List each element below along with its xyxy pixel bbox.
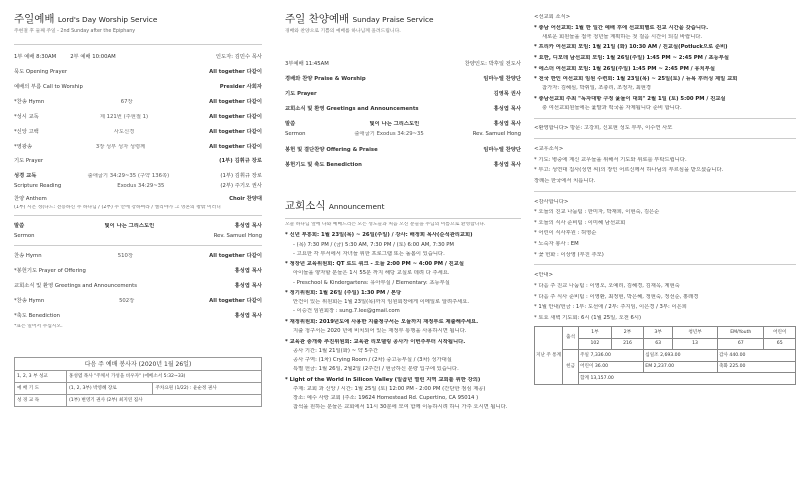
list-item-detail: 아이들을 양자할 분들은 1시 55분 까지 해당 교실로 데려 다 주세요. xyxy=(293,270,450,277)
order-row xyxy=(285,102,521,117)
order-item: 봉헌기도 및 축도 Benediction xyxy=(285,161,362,168)
col-kids: 어린이 xyxy=(764,327,796,339)
thanks-list xyxy=(534,209,796,258)
order-list xyxy=(14,65,262,169)
list-item: * 꽃 헌화 : 이상영 (부친 추모) xyxy=(534,251,604,258)
list-item-detail: 참가자: 김혜심, 박휘일, 조충리, 조정자, 최현경 xyxy=(542,85,652,92)
order-detail: 3장 성부 성자 성령께 xyxy=(95,143,146,150)
standing-note: *표는 일어서 주십시오. xyxy=(14,324,63,330)
money-label: 헌금 xyxy=(563,350,579,385)
list-item: * 정기위원회: 1월 26일 (주일) 1:30 PM / 본당 xyxy=(285,290,402,297)
col-2: 2부 xyxy=(611,327,644,339)
order-item: *축도 Benediction xyxy=(14,312,60,319)
reading-row-en: Scripture Reading Exodus 34:29~35 (2부) 주기오 권사 xyxy=(14,183,262,190)
list-item-detail: 공사 구역: (1차) Crying Room / (2차) 중고등부실 / (3차) 성가대실 xyxy=(293,356,452,363)
order-item: 예배의 부름 Call to Worship xyxy=(14,84,83,91)
list-item: * 다음 주 친교 나눔팀 : 이영오, 오예리, 김혜경, 김재옥, 계현숙 xyxy=(534,282,680,289)
list-item: * 충남 어선교회: 1월 한 일간 예배 후에 선교회별로 친교 시간을 갖습니다. xyxy=(534,24,709,31)
stats-label: 지난 주 통계 xyxy=(535,327,563,385)
thanks-title: <감사합니다> xyxy=(534,198,569,205)
anthem-row: 찬양 Anthem Choir 찬양대 xyxy=(14,196,262,203)
col-em: EM/Youth xyxy=(718,327,764,339)
list-item-detail: 충 여선교회원들에는 윷말과 떡국을 자제됩니다 준비 합니다. xyxy=(542,104,682,111)
order-item: *봉헌기도 Prayer of Offering xyxy=(14,267,86,274)
order-row xyxy=(14,264,262,279)
order-item: 찬송 Hymn xyxy=(14,253,42,260)
order-leader: All together 다같이 xyxy=(209,253,262,260)
order-leader: All together 다같이 xyxy=(209,69,262,76)
list-item: * 어린이 식사후원 : 허영순 xyxy=(534,230,597,237)
table-row xyxy=(15,371,262,383)
table-cell: (1부) 변영기 권사 (2부) 최지연 집사 xyxy=(67,395,262,407)
table-cell: 1, 2, 3 부 성교 xyxy=(15,371,67,383)
order-item: 묵도 Opening Prayer xyxy=(14,69,68,76)
order-item: 기도 Prayer xyxy=(285,91,317,98)
attend-3: 63 xyxy=(644,338,673,350)
next-week-table xyxy=(14,357,262,407)
attend-1: 102 xyxy=(579,338,612,350)
order-row xyxy=(285,157,521,172)
news-column xyxy=(534,0,796,385)
order-leader: 김영목 권사 xyxy=(493,91,521,98)
guide-list xyxy=(534,283,796,321)
praise-time: 3부예배 11:45AM 찬양인도: 박후일 전도사 xyxy=(285,61,521,68)
order-leader: 홍성엽 목사 xyxy=(493,161,521,168)
table-cell: 주차요원 (1/22) : 윤순정 권사 xyxy=(153,383,262,395)
offering-table xyxy=(534,326,796,385)
list-item-detail: - Preschool & Kindergartens: 유아부실 / Elementary: 초등부실 xyxy=(293,279,450,286)
table-row xyxy=(15,383,262,395)
list-item: * 다음 주 식사 준비팀 : 이영환, 최정현, 박은혜, 정현숙, 정선순, 홍래경 xyxy=(534,293,699,300)
announcements-title: 교회소식 Announcement xyxy=(285,200,385,213)
list-item: * 충남선교회 주최 "독자대항 구정 윷놀이 대회" 2월 1일 (토) 5:00 PM / 친교실 xyxy=(534,95,726,102)
divider xyxy=(14,44,262,45)
attendance-label: 출석 xyxy=(563,327,579,350)
list-item: * 오늘의 친교 나눔팀 : 한미자, 박재희, 이현숙, 김은순 xyxy=(534,209,660,216)
order-item: 기도 Prayer xyxy=(14,158,44,165)
money-cell: 어린이 36.00 xyxy=(579,361,644,373)
sermon-row: 말씀 빛이 나는 그리스도인 홍성엽 목사 xyxy=(14,223,262,230)
mission-list xyxy=(534,25,796,112)
order-row xyxy=(14,139,262,154)
sunday-service-title: 주일예배 Lord's Day Worship Service xyxy=(14,13,158,25)
order-leader: All together 다같이 xyxy=(209,143,262,150)
list-item-detail: 주제: 교회 과 신앙 / 시간: 1월 25일 (토) 12:00 PM - 2:00 PM (간단한 점심 제공) xyxy=(293,385,486,392)
list-item-detail: 공사 기간: 1월 21일(화) ~ 약 5주간 xyxy=(293,347,379,354)
divider xyxy=(534,118,796,119)
attend-em: 67 xyxy=(718,338,764,350)
order-detail: 67장 xyxy=(120,98,133,105)
next-week-title: 다음 주 예배 봉사자 (2020년 1월 26일) xyxy=(15,358,262,371)
order-row xyxy=(14,294,262,309)
divider xyxy=(534,191,796,192)
praise-order-list xyxy=(285,72,521,117)
intercession-list xyxy=(534,157,796,185)
money-cell: 감사 440.00 xyxy=(718,350,796,362)
list-item: * 부고: 성연대 집사(성연 씨)의 장인 어르신께서 하나님의 부르심을 받으셨습니다. xyxy=(534,167,724,174)
order-leader: 홍성엽 목사 xyxy=(234,312,262,319)
order-item: *영광송 xyxy=(14,143,32,150)
praise-order-list-2 xyxy=(285,143,521,173)
order-row xyxy=(14,154,262,169)
mission-title: <선교회 소식> xyxy=(534,14,571,20)
sermon-row-en: Sermon Rev. Samuel Hong xyxy=(14,233,262,240)
order-item: *신앙 고백 xyxy=(14,128,39,135)
list-item-detail: 참석을 원하는 분들은 교회에서 11시 30분에 모여 함께 이동하시려 하니 가주 오시면 됩니다. xyxy=(293,403,508,410)
reading-row: 성경 교독 출애굽기 34:29~35 (구약 136쪽) (1부) 김휘규 장로 xyxy=(14,173,262,180)
order-row xyxy=(14,110,262,125)
list-item-detail: 지출 청구서는 2020 년에 비치되어 있는 재정부 통행을 사용하시면 됩니다. xyxy=(293,328,467,335)
order-row xyxy=(14,249,262,264)
attend-youth: 13 xyxy=(672,338,717,350)
announcement-list xyxy=(285,232,521,410)
order-row xyxy=(14,279,262,294)
order-row xyxy=(285,143,521,158)
sunday-service-column xyxy=(14,0,262,407)
table-row xyxy=(15,395,262,407)
order-leader: All together 다같이 xyxy=(209,113,262,120)
divider xyxy=(534,138,796,139)
list-item: * 1월 안내/헌금 : 1부: 도선애 / 2부: 주지임, 이은경 / 3부: 이은희 xyxy=(534,304,687,311)
divider xyxy=(285,218,521,219)
order-leader: All together 다같이 xyxy=(209,297,262,304)
order-detail: 510장 xyxy=(117,253,133,260)
order-item: *성시 교독 xyxy=(14,113,39,120)
divider xyxy=(14,215,262,216)
order-list-2 xyxy=(14,249,262,323)
list-item-detail: - 고요한 각 부서에서 자녀들 위한 프로그램 또는 돌봄이 있습니다. xyxy=(293,250,445,257)
list-item: * 교육관 증개축 추진위원회: 교육관 리모델링 공사가 이번주부터 시작됩니다. xyxy=(285,338,466,345)
table-cell: 예 배 기 도 xyxy=(15,383,67,395)
guide-title: <안내> xyxy=(534,272,554,279)
divider xyxy=(14,245,262,246)
order-leader: 홍성엽 목사 xyxy=(234,282,262,289)
list-item: * 오늘의 식사 준비팀 : 이미혜 남선교회 xyxy=(534,219,626,226)
order-item: 교회소식 및 환영 Greetings and Announcements xyxy=(14,282,137,289)
money-total: 합계 13,157.00 xyxy=(579,373,796,385)
list-item: 장례는 한국에서 치릅니다. xyxy=(534,178,596,185)
welcome-line: <환영합니다> 방문: 고강희, 신효현 성도 부부, 이수연 사모 xyxy=(534,124,673,131)
list-item: * 재정위원회: 2019년도에 사용한 지출청구서는 오늘까지 재정부로 제출해주세요. xyxy=(285,318,479,325)
order-item: *찬송 Hymn xyxy=(14,98,45,105)
announcements-intro: 오늘 하나님 앞에 나와 예배드리는 모든 성도들과 처음 오신 분들을 주님의 이름으로 환영합니다. xyxy=(285,222,486,228)
money-cell: 주일 7,336.00 xyxy=(579,350,644,362)
list-item-detail: 새로운 회원들을 접극 청년들 계획하는 첫 걸음 시간이 되길 바랍니다. xyxy=(542,33,703,40)
order-item: 교회소식 및 환영 Greetings and Announcements xyxy=(285,105,419,112)
order-row xyxy=(14,95,262,110)
list-item: * 프리카 여선교회 모임: 1월 21일 (화) 10:30 AM / 친교실(Potluck으로 준비) xyxy=(534,44,728,51)
praise-service-title: 주일 찬양예배 Sunday Praise Service xyxy=(285,13,434,25)
list-item-detail: - (목) 7:30 PM / (금) 5:30 AM, 7:30 PM / (토) 6:00 AM, 7:30 PM xyxy=(293,241,455,248)
list-item-detail: 장소: 예수 사랑 교회 (주소: 19624 Homestead Rd. Cupertino, CA 95014 ) xyxy=(293,394,479,401)
order-detail: 사도신경 xyxy=(113,128,135,135)
list-item: * 에스더 여선교회 모임: 1월 26일(주일) 1:45 PM ~ 2:45 PM / 유치부실 xyxy=(534,65,715,72)
order-row xyxy=(285,87,521,102)
order-row xyxy=(14,308,262,323)
table-cell: 홍성엽 목사 "주께서 가성을 비우자" (에베소서 5:32~33) xyxy=(67,371,262,383)
col-3: 3부 xyxy=(644,327,673,339)
order-leader: (1부) 김휘규 장로 xyxy=(219,158,262,165)
order-row xyxy=(14,125,262,140)
service-times: 1부 예배 8:30AM 2부 예배 10:00AM 인도자: 김민수 목사 xyxy=(14,54,262,61)
list-item: * 노숙자 봉사 : EM xyxy=(534,241,579,248)
order-row xyxy=(14,65,262,80)
anthem-note: (1부) 시온 성(다드: 전능하신 주 하나님 / (2부) 주 안에 강하여라 / 엘리야가 그 영혼의 창밖 이러니 xyxy=(14,205,221,211)
order-leader: All together 다같이 xyxy=(209,128,262,135)
order-leader: 임마누엘 찬양단 xyxy=(483,146,521,153)
sunday-service-subtitle: 주현절 후 둘째 주일 - 2nd Sunday after the Epiphany xyxy=(14,29,136,35)
attend-2: 216 xyxy=(611,338,644,350)
praise-service-column xyxy=(285,0,521,411)
order-leader: Presider 사회자 xyxy=(219,84,262,91)
table-cell: 성 경 교 독 xyxy=(15,395,67,407)
money-cell: EM 2,237.00 xyxy=(644,361,718,373)
order-item: 봉헌 및 결단찬양 Offering & Praise xyxy=(285,146,378,153)
list-item: * Light of the World in Silicon Valley (일곱년 열린 지역 교회를 위한 강의) xyxy=(285,376,481,383)
money-cell: 십일조 2,693.00 xyxy=(644,350,718,362)
list-item: * 청장년 교육위원회: QT 로드 쿼크 - 오늘 2:00 PM ~ 4:00 PM / 친교실 xyxy=(285,261,465,268)
order-row xyxy=(14,80,262,95)
table-cell: (1, 2, 3부) 박영혜 장로 xyxy=(67,383,153,395)
intercession-title: <교우소식> xyxy=(534,146,564,153)
list-item: * 전국 한인 여선교회 임원 수련회: 1월 23일(목) ~ 25일(토) / 뉴욕 후러싱 제일 교회 xyxy=(534,76,738,83)
order-leader: 홍성엽 목사 xyxy=(493,105,521,112)
order-leader: All together 다같이 xyxy=(209,98,262,105)
order-detail: 제 121번 (주현절 1) xyxy=(99,113,149,120)
list-item: * 기도: 병중에 계신 교우들을 위해서 기도와 위로를 부탁드립니다. xyxy=(534,156,687,163)
divider xyxy=(534,264,796,265)
list-item-detail: 안건이 있는 위원회는 1월 23일(목)까지 임원회장에게 이메일로 알려주세요. xyxy=(293,299,470,306)
list-item-detail: - 이승건 임원회장 : sung.7.lee@gmail.com xyxy=(293,308,400,315)
praise-sermon-row: 말씀 빛이 나는 그리스도인 홍성엽 목사 xyxy=(285,120,521,127)
list-item: * 요한, 디모데 남선교회 모임: 1월 26일(주일) 1:45 PM ~ 2:45 PM / 초등부실 xyxy=(534,54,730,61)
col-youth: 청년부 xyxy=(672,327,717,339)
praise-sermon-row-en: Sermon 출애굽기 Exodus 34:29~35 Rev. Samuel Hong xyxy=(285,130,521,137)
order-leader: 홍성엽 목사 xyxy=(234,267,262,274)
order-row xyxy=(285,72,521,87)
col-1: 1부 xyxy=(579,327,612,339)
list-item: * 신년 부흥회: 1월 23일(목) ~ 26일(주일) / 강사: 배정희 목사(순석관리교회) xyxy=(285,232,473,239)
list-item-detail: 특별 헌금: 1월 26일, 2월2일 (2주간) / 현금하신 분량 입구에 있습니다. xyxy=(293,365,459,372)
money-cell: 축화 225.00 xyxy=(718,361,796,373)
order-detail: 502장 xyxy=(119,297,135,304)
order-item: 경배와 찬양 Praise & Worship xyxy=(285,76,366,83)
order-item: *찬송 Hymn xyxy=(14,297,45,304)
order-leader: 임마누엘 찬양단 xyxy=(483,76,521,83)
attend-kids: 65 xyxy=(764,338,796,350)
list-item: * 토요 새벽 기도회: 6시 (1월 25일, 오전 6시) xyxy=(534,314,642,321)
praise-service-subtitle: 경배와 찬양으로 기쁨의 예배를 하나님께 올려드립니다. xyxy=(285,29,401,35)
